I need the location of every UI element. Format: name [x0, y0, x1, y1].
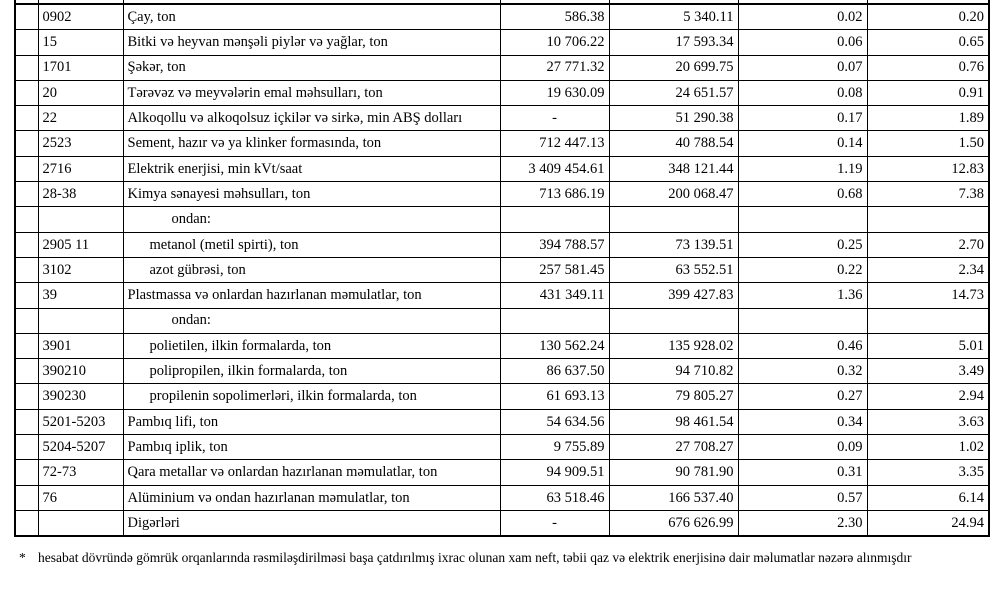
cell-name: azot gübrəsi, ton	[123, 257, 500, 282]
export-table-body	[15, 0, 989, 536]
cell-quantity: 257 581.45	[500, 257, 609, 282]
cell-share-quantity: 0.31	[738, 460, 867, 485]
table-row	[15, 131, 989, 156]
cell-row-margin	[15, 156, 38, 181]
cell-share-quantity: 0.14	[738, 131, 867, 156]
cell-row-margin	[15, 510, 38, 536]
cell-quantity	[500, 207, 609, 232]
cell-name: ondan:	[123, 207, 500, 232]
cell-name: Plastmassa və onlardan hazırlanan məmulatlar, ton	[123, 283, 500, 308]
cell-quantity	[500, 308, 609, 333]
cell-value: 27 708.27	[609, 435, 738, 460]
cell-share-quantity: 0.46	[738, 333, 867, 358]
table-row	[15, 30, 989, 55]
cell-value: 79 805.27	[609, 384, 738, 409]
table-row	[15, 182, 989, 207]
cell-share-value: 3.63	[867, 409, 989, 434]
table-row	[15, 435, 989, 460]
table-row	[15, 4, 989, 30]
table-row	[15, 80, 989, 105]
cell-share-value: 0.20	[867, 4, 989, 30]
cell-quantity: 27 771.32	[500, 55, 609, 80]
cell-name: Çay, ton	[123, 4, 500, 30]
table-row	[15, 55, 989, 80]
cell-share-value: 1.50	[867, 131, 989, 156]
table-row	[15, 106, 989, 131]
cell-quantity: 86 637.50	[500, 359, 609, 384]
cell-code: 3901	[38, 333, 123, 358]
table-row	[15, 384, 989, 409]
cell-value: 135 928.02	[609, 333, 738, 358]
cell-code: 2716	[38, 156, 123, 181]
cell-quantity: 394 788.57	[500, 232, 609, 257]
cell-share-quantity: 0.07	[738, 55, 867, 80]
cell-row-margin	[15, 283, 38, 308]
cell-share-value: 24.94	[867, 510, 989, 536]
cell-value: 90 781.90	[609, 460, 738, 485]
table-row	[15, 283, 989, 308]
cell-share-quantity: 0.09	[738, 435, 867, 460]
cell-share-quantity: 0.32	[738, 359, 867, 384]
cell-row-margin	[15, 232, 38, 257]
cell-quantity: 19 630.09	[500, 80, 609, 105]
cell-quantity: 3 409 454.61	[500, 156, 609, 181]
cell-code: 2905 11	[38, 232, 123, 257]
cell-share-value: 6.14	[867, 485, 989, 510]
cell-share-quantity: 0.68	[738, 182, 867, 207]
cell-code	[38, 510, 123, 536]
table-row	[15, 333, 989, 358]
cell-row-margin	[15, 30, 38, 55]
cell-share-value: 3.49	[867, 359, 989, 384]
footnote-marker: *	[19, 550, 26, 565]
cell-value: 399 427.83	[609, 283, 738, 308]
cell-name: Elektrik enerjisi, min kVt/saat	[123, 156, 500, 181]
cell-value: 5 340.11	[609, 4, 738, 30]
cell-share-value: 2.70	[867, 232, 989, 257]
cell-code: 5201-5203	[38, 409, 123, 434]
cell-row-margin	[15, 460, 38, 485]
cell-row-margin	[15, 485, 38, 510]
cell-name: Qara metallar və onlardan hazırlanan məmulatlar, ton	[123, 460, 500, 485]
cell-share-value: 14.73	[867, 283, 989, 308]
cell-quantity: 10 706.22	[500, 30, 609, 55]
cell-name: Bitki və heyvan mənşəli piylər və yağlar, ton	[123, 30, 500, 55]
cell-quantity: 61 693.13	[500, 384, 609, 409]
cell-quantity: 431 349.11	[500, 283, 609, 308]
cell-quantity: 94 909.51	[500, 460, 609, 485]
table-row	[15, 156, 989, 181]
table-row	[15, 409, 989, 434]
table-row	[15, 232, 989, 257]
cell-code: 390210	[38, 359, 123, 384]
cell-row-margin	[15, 308, 38, 333]
cell-quantity: 713 686.19	[500, 182, 609, 207]
cell-quantity: 130 562.24	[500, 333, 609, 358]
cell-name: propilenin sopolimerləri, ilkin formalarda, ton	[123, 384, 500, 409]
cell-name: polietilen, ilkin formalarda, ton	[123, 333, 500, 358]
cell-share-value	[867, 207, 989, 232]
cell-row-margin	[15, 333, 38, 358]
cell-row-margin	[15, 384, 38, 409]
cell-share-quantity: 0.57	[738, 485, 867, 510]
cell-code	[38, 207, 123, 232]
cell-share-quantity: 1.36	[738, 283, 867, 308]
cell-quantity: 54 634.56	[500, 409, 609, 434]
cell-share-value: 0.76	[867, 55, 989, 80]
cell-value	[609, 308, 738, 333]
cell-row-margin	[15, 257, 38, 282]
cell-name: Pambıq iplik, ton	[123, 435, 500, 460]
cell-share-value: 5.01	[867, 333, 989, 358]
table-row	[15, 308, 989, 333]
cell-code: 22	[38, 106, 123, 131]
table-row	[15, 207, 989, 232]
cell-name: polipropilen, ilkin formalarda, ton	[123, 359, 500, 384]
cell-value: 24 651.57	[609, 80, 738, 105]
cell-share-quantity: 0.02	[738, 4, 867, 30]
cell-name: Pambıq lifi, ton	[123, 409, 500, 434]
cell-name: Alüminium və ondan hazırlanan məmulatlar, ton	[123, 485, 500, 510]
cell-share-quantity: 0.34	[738, 409, 867, 434]
cell-share-quantity: 0.22	[738, 257, 867, 282]
cell-code: 76	[38, 485, 123, 510]
cell-share-value: 2.34	[867, 257, 989, 282]
cell-name: Sement, hazır və ya klinker formasında, ton	[123, 131, 500, 156]
export-table	[14, 0, 990, 537]
cell-code: 3102	[38, 257, 123, 282]
cell-value: 63 552.51	[609, 257, 738, 282]
cell-name: metanol (metil spirti), ton	[123, 232, 500, 257]
cell-share-quantity: 0.06	[738, 30, 867, 55]
cell-value: 20 699.75	[609, 55, 738, 80]
cell-share-quantity	[738, 207, 867, 232]
table-row	[15, 460, 989, 485]
cell-name: Kimya sənayesi məhsulları, ton	[123, 182, 500, 207]
cell-code: 0902	[38, 4, 123, 30]
cell-share-value: 0.91	[867, 80, 989, 105]
table-row	[15, 485, 989, 510]
cell-code	[38, 308, 123, 333]
cell-share-quantity: 0.17	[738, 106, 867, 131]
cell-row-margin	[15, 359, 38, 384]
cell-share-quantity: 0.08	[738, 80, 867, 105]
cell-quantity: -	[500, 106, 609, 131]
cell-quantity: 9 755.89	[500, 435, 609, 460]
cell-row-margin	[15, 106, 38, 131]
cell-code: 1701	[38, 55, 123, 80]
cell-quantity: 712 447.13	[500, 131, 609, 156]
footnote-text: hesabat dövründə gömrük orqanlarında rəsmiləşdirilməsi başa çatdırılmış ixrac olunan xam neft, təbii qaz və elektrik enerjisinə dair məlumatlar nəzərə alınmışdır	[38, 550, 912, 565]
cell-share-value: 3.35	[867, 460, 989, 485]
cell-code: 5204-5207	[38, 435, 123, 460]
cell-share-quantity: 1.19	[738, 156, 867, 181]
cell-quantity: 63 518.46	[500, 485, 609, 510]
cell-share-value: 1.89	[867, 106, 989, 131]
cell-name: Alkoqollu və alkoqolsuz içkilər və sirkə, min ABŞ dolları	[123, 106, 500, 131]
cell-value: 94 710.82	[609, 359, 738, 384]
cell-share-quantity	[738, 308, 867, 333]
cell-code: 15	[38, 30, 123, 55]
cell-name: Şəkər, ton	[123, 55, 500, 80]
export-table-container	[14, 0, 988, 537]
cell-share-value	[867, 308, 989, 333]
cell-code: 28-38	[38, 182, 123, 207]
cell-value: 40 788.54	[609, 131, 738, 156]
cell-name: Tərəvəz və meyvələrin emal məhsulları, ton	[123, 80, 500, 105]
cell-share-quantity: 0.27	[738, 384, 867, 409]
cell-row-margin	[15, 55, 38, 80]
cell-share-quantity: 2.30	[738, 510, 867, 536]
cell-quantity: 586.38	[500, 4, 609, 30]
table-row	[15, 359, 989, 384]
cell-row-margin	[15, 207, 38, 232]
table-row	[15, 510, 989, 536]
cell-code: 390230	[38, 384, 123, 409]
cell-value: 51 290.38	[609, 106, 738, 131]
cell-value: 166 537.40	[609, 485, 738, 510]
cell-row-margin	[15, 182, 38, 207]
cell-value: 73 139.51	[609, 232, 738, 257]
cell-value: 676 626.99	[609, 510, 738, 536]
cell-code: 2523	[38, 131, 123, 156]
cell-row-margin	[15, 409, 38, 434]
cell-share-value: 2.94	[867, 384, 989, 409]
cell-value: 98 461.54	[609, 409, 738, 434]
table-row	[15, 257, 989, 282]
cell-quantity: -	[500, 510, 609, 536]
cell-name: ondan:	[123, 308, 500, 333]
cell-name: Digərləri	[123, 510, 500, 536]
cell-value: 200 068.47	[609, 182, 738, 207]
cell-code: 72-73	[38, 460, 123, 485]
cell-row-margin	[15, 4, 38, 30]
cell-row-margin	[15, 80, 38, 105]
cell-share-value: 12.83	[867, 156, 989, 181]
cell-value: 17 593.34	[609, 30, 738, 55]
cell-value	[609, 207, 738, 232]
cell-share-quantity: 0.25	[738, 232, 867, 257]
cell-share-value: 1.02	[867, 435, 989, 460]
cell-code: 20	[38, 80, 123, 105]
cell-row-margin	[15, 435, 38, 460]
cell-code: 39	[38, 283, 123, 308]
cell-row-margin	[15, 131, 38, 156]
cell-value: 348 121.44	[609, 156, 738, 181]
cell-share-value: 7.38	[867, 182, 989, 207]
footnote	[19, 547, 981, 568]
cell-share-value: 0.65	[867, 30, 989, 55]
